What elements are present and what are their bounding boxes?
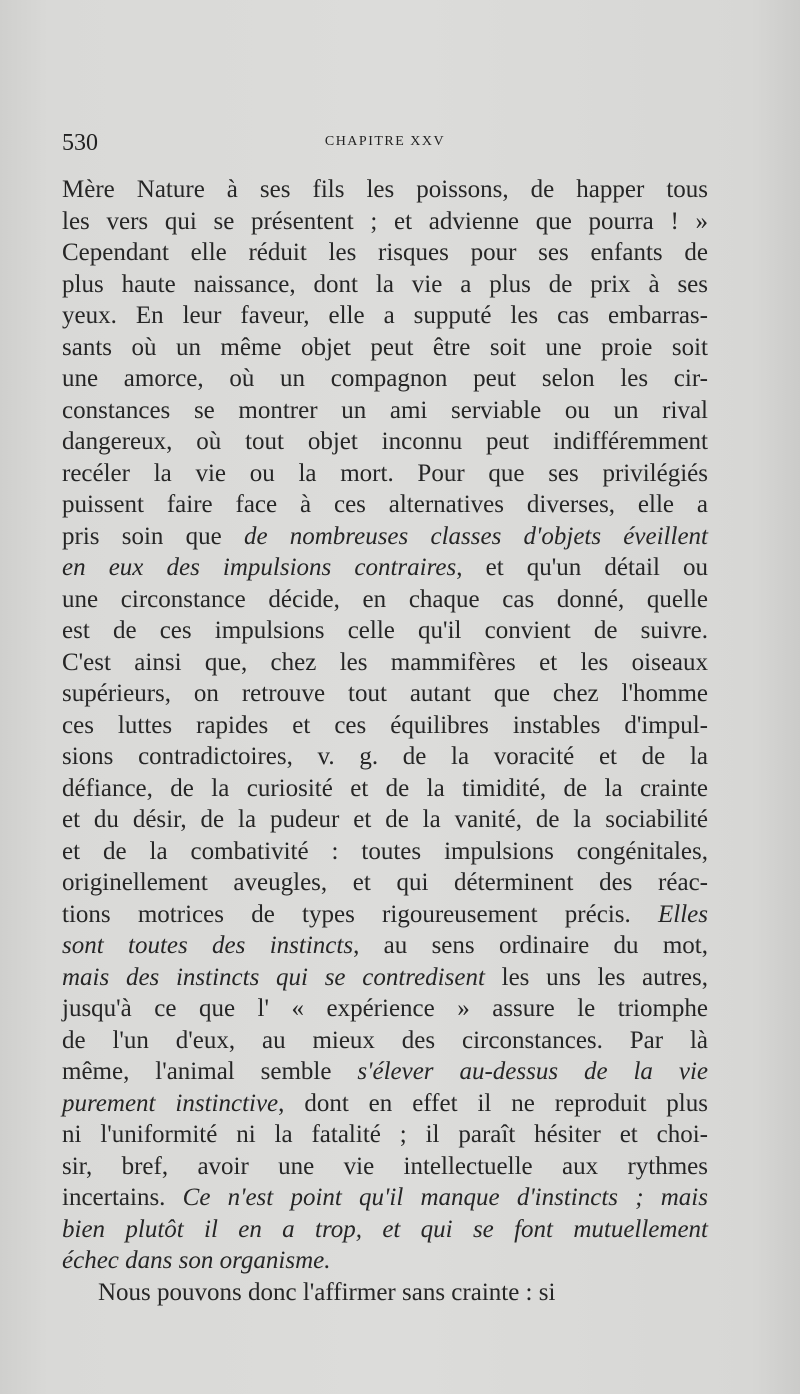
text-line (62, 1245, 708, 1277)
italic-text: Elles (658, 900, 708, 928)
text-line (62, 615, 708, 647)
page-number: 530 (62, 130, 98, 156)
text-segment: , et qu'un détail ou (456, 554, 709, 581)
text-line (62, 1151, 708, 1183)
text-line (62, 1277, 708, 1309)
text-line (62, 269, 708, 301)
text-segment: une amorce, où un compagnon peut selon les cir- (62, 365, 708, 392)
text-segment: pris soin que (62, 522, 244, 550)
text-line (62, 426, 708, 458)
text-segment: constances se montrer un ami serviable ou un rival (62, 396, 708, 424)
text-line (62, 993, 708, 1025)
text-segment: , dont en effet il ne reproduit plus (278, 1089, 708, 1117)
text-line (62, 300, 708, 332)
text-line (62, 647, 708, 679)
text-segment: tions motrices de types rigoureusement précis. (62, 900, 658, 928)
text-line (62, 710, 708, 742)
text-line (62, 899, 708, 931)
text-line (62, 489, 708, 521)
text-line (62, 1056, 708, 1088)
text-line (62, 552, 708, 584)
text-segment: sions contradictoires, v. g. de la voracité et de la (62, 743, 708, 770)
text-segment: sir, bref, avoir une vie intellectuelle aux rythmes (62, 1152, 708, 1180)
text-line (62, 773, 708, 805)
text-line (62, 174, 708, 206)
page-header (62, 128, 708, 158)
text-line (62, 237, 708, 269)
text-line (62, 521, 708, 553)
text-segment: Nous pouvons donc l'affirmer sans crainte : si (98, 1278, 556, 1306)
text-segment: yeux. En leur faveur, elle a supputé les cas embarras- (62, 302, 708, 329)
text-segment: dangereux, où tout objet inconnu peut indifféremment (62, 428, 708, 455)
italic-text: échec dans son organisme. (62, 1247, 331, 1274)
text-segment: les vers qui se présentent ; et advienne que pourra ! » (62, 207, 708, 235)
text-segment: ni l'uniformité ni la fatalité ; il paraît hésiter et choi- (62, 1121, 708, 1148)
text-segment: une circonstance décide, en chaque cas donné, quelle (62, 585, 708, 613)
italic-text: de nombreuses classes d'objets éveillent (243, 522, 708, 550)
text-segment: , au sens ordinaire du mot, (353, 932, 708, 959)
text-line (62, 1025, 708, 1057)
text-line (62, 584, 708, 616)
text-line (62, 458, 708, 490)
text-line (62, 1088, 708, 1120)
text-segment: puissent faire face à ces alternatives diverses, elle a (62, 491, 708, 518)
text-segment: Cependant elle réduit les risques pour ses enfants de (62, 239, 708, 266)
text-segment: de l'un d'eux, au mieux des circonstances. Par là (62, 1026, 708, 1054)
text-line (62, 962, 708, 994)
text-segment: est de ces impulsions celle qu'il convient de suivre. (62, 617, 708, 644)
text-line (62, 930, 708, 962)
italic-text: sont toutes des instincts (62, 932, 354, 959)
text-line (62, 1214, 708, 1246)
italic-text: en eux des impulsions contraires (62, 554, 457, 581)
italic-text: mais des instincts qui se contredisent (62, 963, 485, 991)
text-segment: sants où un même objet peut être soit une proie soit (62, 333, 708, 361)
text-line (62, 332, 708, 364)
text-segment: supérieurs, on retrouve tout autant que chez l'homme (62, 680, 708, 707)
text-segment: jusqu'à ce que l' « expérience » assure le triomphe (62, 995, 708, 1022)
text-segment: défiance, de la curiosité et de la timidité, de la crainte (62, 774, 708, 802)
text-segment: et de la combativité : toutes impulsions congénitales, (62, 837, 708, 865)
text-segment: même, l'animal semble (62, 1058, 358, 1085)
italic-text: Ce n'est point qu'il manque d'instincts ; mais (182, 1184, 708, 1211)
text-line (62, 741, 708, 773)
text-line (62, 363, 708, 395)
text-line (62, 867, 708, 899)
text-segment: Mère Nature à ses fils les poissons, de happer tous (62, 176, 708, 203)
text-segment: les uns les autres, (484, 963, 708, 991)
text-line (62, 395, 708, 427)
italic-text: purement instinctive (62, 1089, 279, 1117)
text-segment: ces luttes rapides et ces équilibres instables d'impul- (62, 711, 708, 739)
text-segment: plus haute naissance, dont la vie a plus de prix à ses (62, 270, 708, 298)
text-segment: recéler la vie ou la mort. Pour que ses privilégiés (62, 459, 708, 487)
text-segment: et du désir, de la pudeur et de la vanité, de la sociabilité (62, 806, 708, 833)
text-segment: originellement aveugles, et qui déterminent des réac- (62, 869, 708, 896)
text-line (62, 1119, 708, 1151)
text-line (62, 1182, 708, 1214)
italic-text: s'élever au-dessus de la vie (357, 1058, 708, 1085)
body-text (62, 174, 708, 1308)
text-line (62, 836, 708, 868)
text-line (62, 804, 708, 836)
italic-text: bien plutôt il en a trop, et qui se font mutuellement (62, 1215, 708, 1243)
running-head: CHAPITRE XXV (324, 134, 446, 149)
text-line (62, 206, 708, 238)
text-line (62, 678, 708, 710)
text-segment: incertains. (62, 1184, 183, 1211)
text-segment: C'est ainsi que, chez les mammifères et les oiseaux (62, 648, 708, 676)
